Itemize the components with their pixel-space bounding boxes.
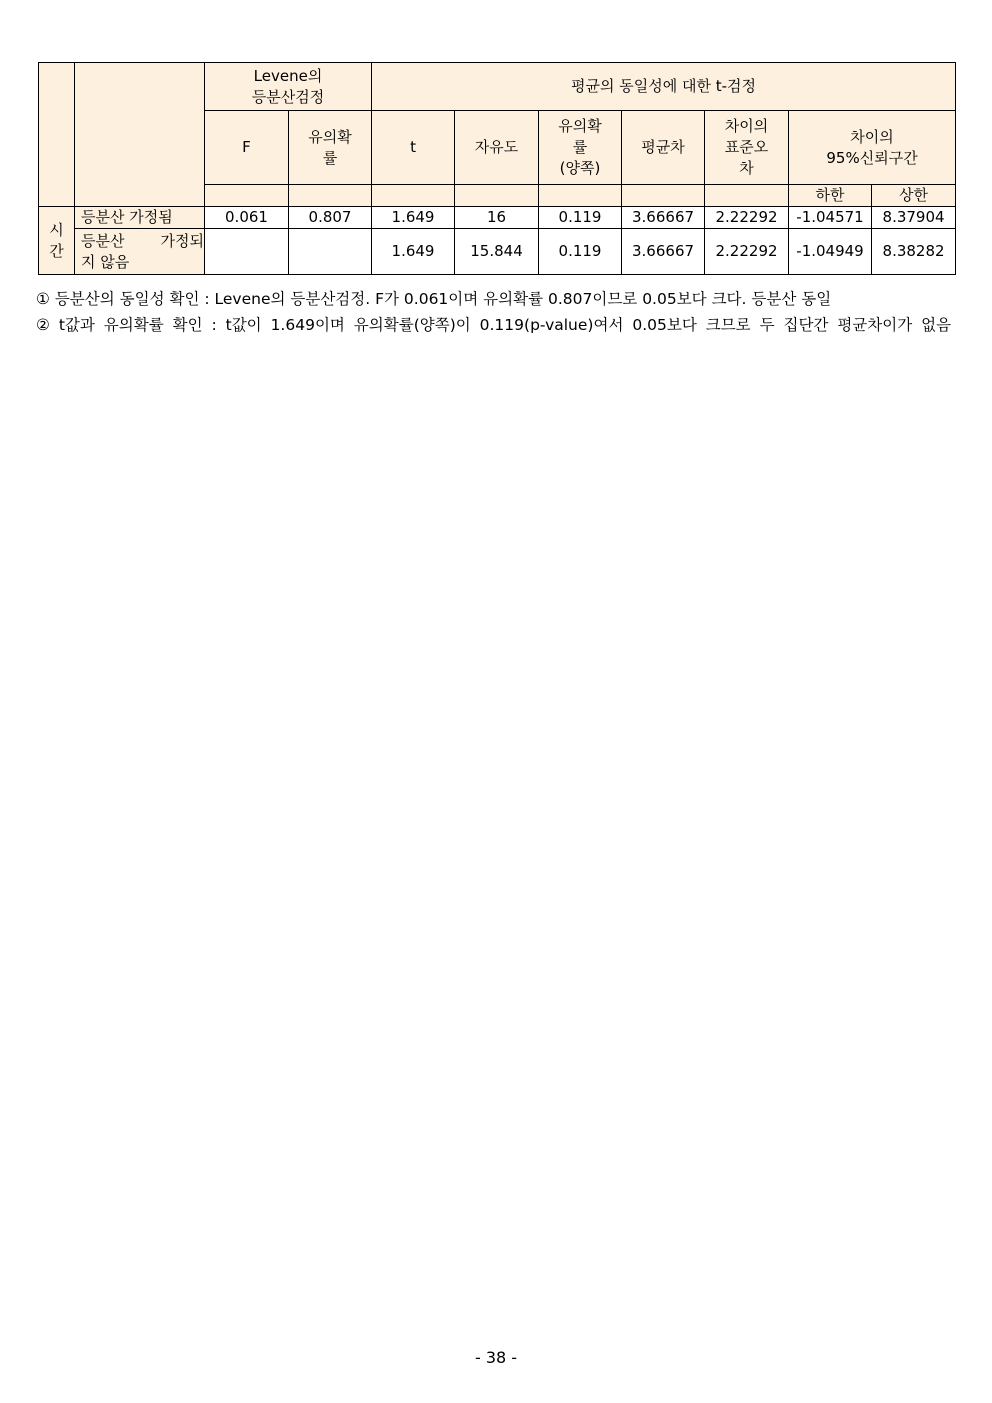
header-levene: Levene의 등분산검정	[205, 63, 372, 111]
row-label: 등분산 가정됨	[75, 207, 205, 229]
header-blank	[372, 185, 455, 207]
header-blank-group	[39, 63, 75, 207]
header-blank	[539, 185, 622, 207]
notes	[36, 286, 958, 338]
cell-t: 1.649	[372, 229, 455, 275]
cell-t: 1.649	[372, 207, 455, 229]
header-std-error: 차이의 표준오 차	[705, 111, 789, 185]
group-label: 시 간	[39, 207, 75, 275]
t-test-table	[38, 62, 956, 275]
header-t: t	[372, 111, 455, 185]
header-blank	[622, 185, 705, 207]
cell-upper: 8.38282	[872, 229, 956, 275]
header-blank	[205, 185, 289, 207]
cell-sig	[289, 229, 372, 275]
cell-df: 15.844	[455, 229, 539, 275]
cell-mean-diff: 3.66667	[622, 207, 705, 229]
header-sig: 유의확 률	[289, 111, 372, 185]
note-levene: ① 등분산의 동일성 확인 : Levene의 등분산검정. F가 0.061이며 유의확률 0.807이므로 0.05보다 크다. 등분산 동일	[36, 290, 832, 308]
header-blank-label	[75, 63, 205, 207]
header-sig-two-tailed: 유의확 률 (양쪽)	[539, 111, 622, 185]
header-confidence-interval: 차이의 95%신뢰구간	[789, 111, 956, 185]
cell-std-error: 2.22292	[705, 229, 789, 275]
header-upper: 상한	[872, 185, 956, 207]
table-row	[39, 229, 956, 275]
header-ttest: 평균의 동일성에 대한 t-검정	[372, 63, 956, 111]
header-blank	[289, 185, 372, 207]
header-lower: 하한	[789, 185, 872, 207]
row-label: 등분산 가정되 지 않음	[75, 229, 205, 275]
header-blank	[705, 185, 789, 207]
header-mean-diff: 평균차	[622, 111, 705, 185]
header-f: F	[205, 111, 289, 185]
cell-mean-diff: 3.66667	[622, 229, 705, 275]
cell-sig: 0.807	[289, 207, 372, 229]
cell-lower: -1.04571	[789, 207, 872, 229]
cell-std-error: 2.22292	[705, 207, 789, 229]
cell-upper: 8.37904	[872, 207, 956, 229]
note-ttest: ② t값과 유의확률 확인 : t값이 1.649이며 유의확률(양쪽)이 0.119(p-value)여서 0.05보다 크므로 두 집단간 평균차이가 없음	[36, 316, 952, 334]
header-blank	[455, 185, 539, 207]
table-row	[39, 207, 956, 229]
page-number: - 38 -	[474, 1348, 518, 1367]
header-df: 자유도	[455, 111, 539, 185]
cell-lower: -1.04949	[789, 229, 872, 275]
cell-sig-two-tailed: 0.119	[539, 229, 622, 275]
cell-f: 0.061	[205, 207, 289, 229]
cell-sig-two-tailed: 0.119	[539, 207, 622, 229]
cell-df: 16	[455, 207, 539, 229]
cell-f	[205, 229, 289, 275]
